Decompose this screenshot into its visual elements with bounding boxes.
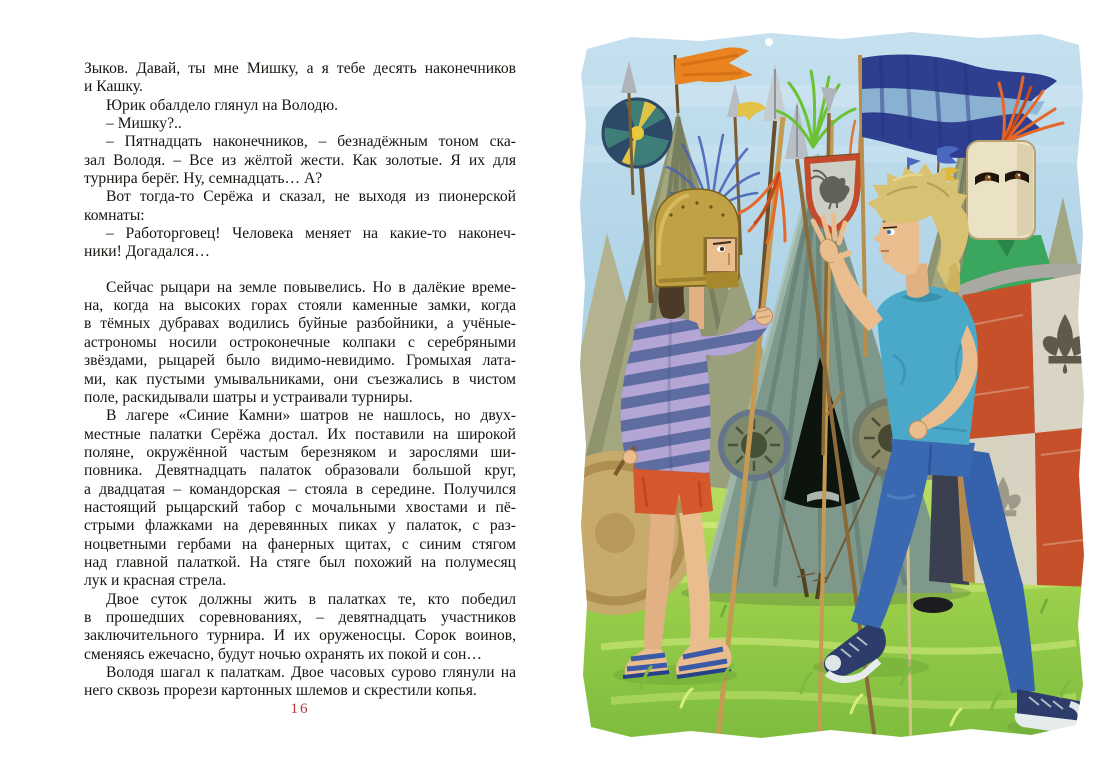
cloud-dot [765,38,773,46]
text-line: Вот тогда-то Серёжа и сказал, не выходя из пионерской [106,188,516,206]
text-line: Володя шагал к палаткам. Двое часовых сурово глянули на [106,664,516,681]
text-line: на, когда на высоких горах стояли каменные замки, когда [84,297,516,315]
text-line: стрыми флажками на деревянных пиках у палаток, с раз- [84,517,516,535]
text-line: в прошедших соревнованиях, – девятнадцать участников [84,608,516,626]
text-line: зал Володя. – Все из жёлтой жести. Как золотые. Я их для [84,151,516,169]
text-line: турнира берёг. Ну, семнадцать… А? [84,170,323,188]
text-line: – Пятнадцать наконечников, – безнадёжным тоном ска- [106,133,516,151]
gripping-fist [909,421,927,439]
text-line: в тёмных дубравах водились буйные разбойники, а учёные- [84,315,516,333]
text-line: – Работорговец! Человека меняет на какие-то наконеч- [106,225,516,243]
text-line: над главной палаткой. На стяге был похожий на полумесяц [84,553,516,571]
text-line: и Кашку. [84,78,143,96]
text-line: настоящий рыцарский табор с мочальными хвостами и пё- [84,498,516,516]
text-line: ники! Догадался… [84,243,210,261]
text-line: него сквозь прорези картонных шлемов и скрестили копья. [84,682,477,700]
text-line: – Мишку?.. [106,115,182,133]
text-line: поляне, окружённой частым березняком и зарослями ши- [84,443,516,461]
text-line: Двое суток должны жить в палатках те, кто победил [106,590,516,608]
text-line: Зыков. Давай, ты мне Мишку, а я тебе десять наконечников [84,60,516,77]
squire-shoe [913,597,953,613]
right-page-illustration [571,25,1094,762]
text-line: сменяясь ежечасно, будут ночью охранять их покой и сон… [84,645,482,663]
white-box-helmet [967,141,1035,239]
sun-emblem-shield-left [718,409,790,481]
text-line: комнаты: [84,206,145,224]
text-line: местные палатки Серёжа достал. Их поставили на широкой [84,425,516,443]
golden-helmet [655,189,739,289]
text-line: астрономы носили остроконечные колпаки с серебряными [84,333,516,351]
text-line: повника. Девятнадцать палаток образовали большой круг, [84,462,516,480]
text-line: а двадцатая – командорская – стояла в середине. Получился [84,480,516,498]
text-line: заключительного турнира. И их оруженосцы. Сорок воинов, [84,627,516,645]
text-line: звёздами, рыцарей было видимо-невидимо. Громыхая лата- [84,352,516,370]
text-line: Сейчас рыцари на земле повывелись. Но в далёкие време- [106,278,516,296]
left-page-text [84,60,516,701]
text-line: В лагере «Синие Камни» шатров не нашлось, но двух- [106,407,516,425]
text-line: ми, как пустыми умывальниками, они съезжались в чистом [84,370,516,388]
text-line: лук и красная стрела. [84,572,227,590]
text-line: Юрик обалдело глянул на Володю. [106,96,339,114]
page-number: 16 [290,701,310,717]
knight-camp-illustration [571,25,1094,762]
text-line: поле, раскидывали шатры и устраивали турниры. [84,388,413,406]
text-line: ноцветными гербами на фанерных щитах, с синим стягом [84,535,516,553]
